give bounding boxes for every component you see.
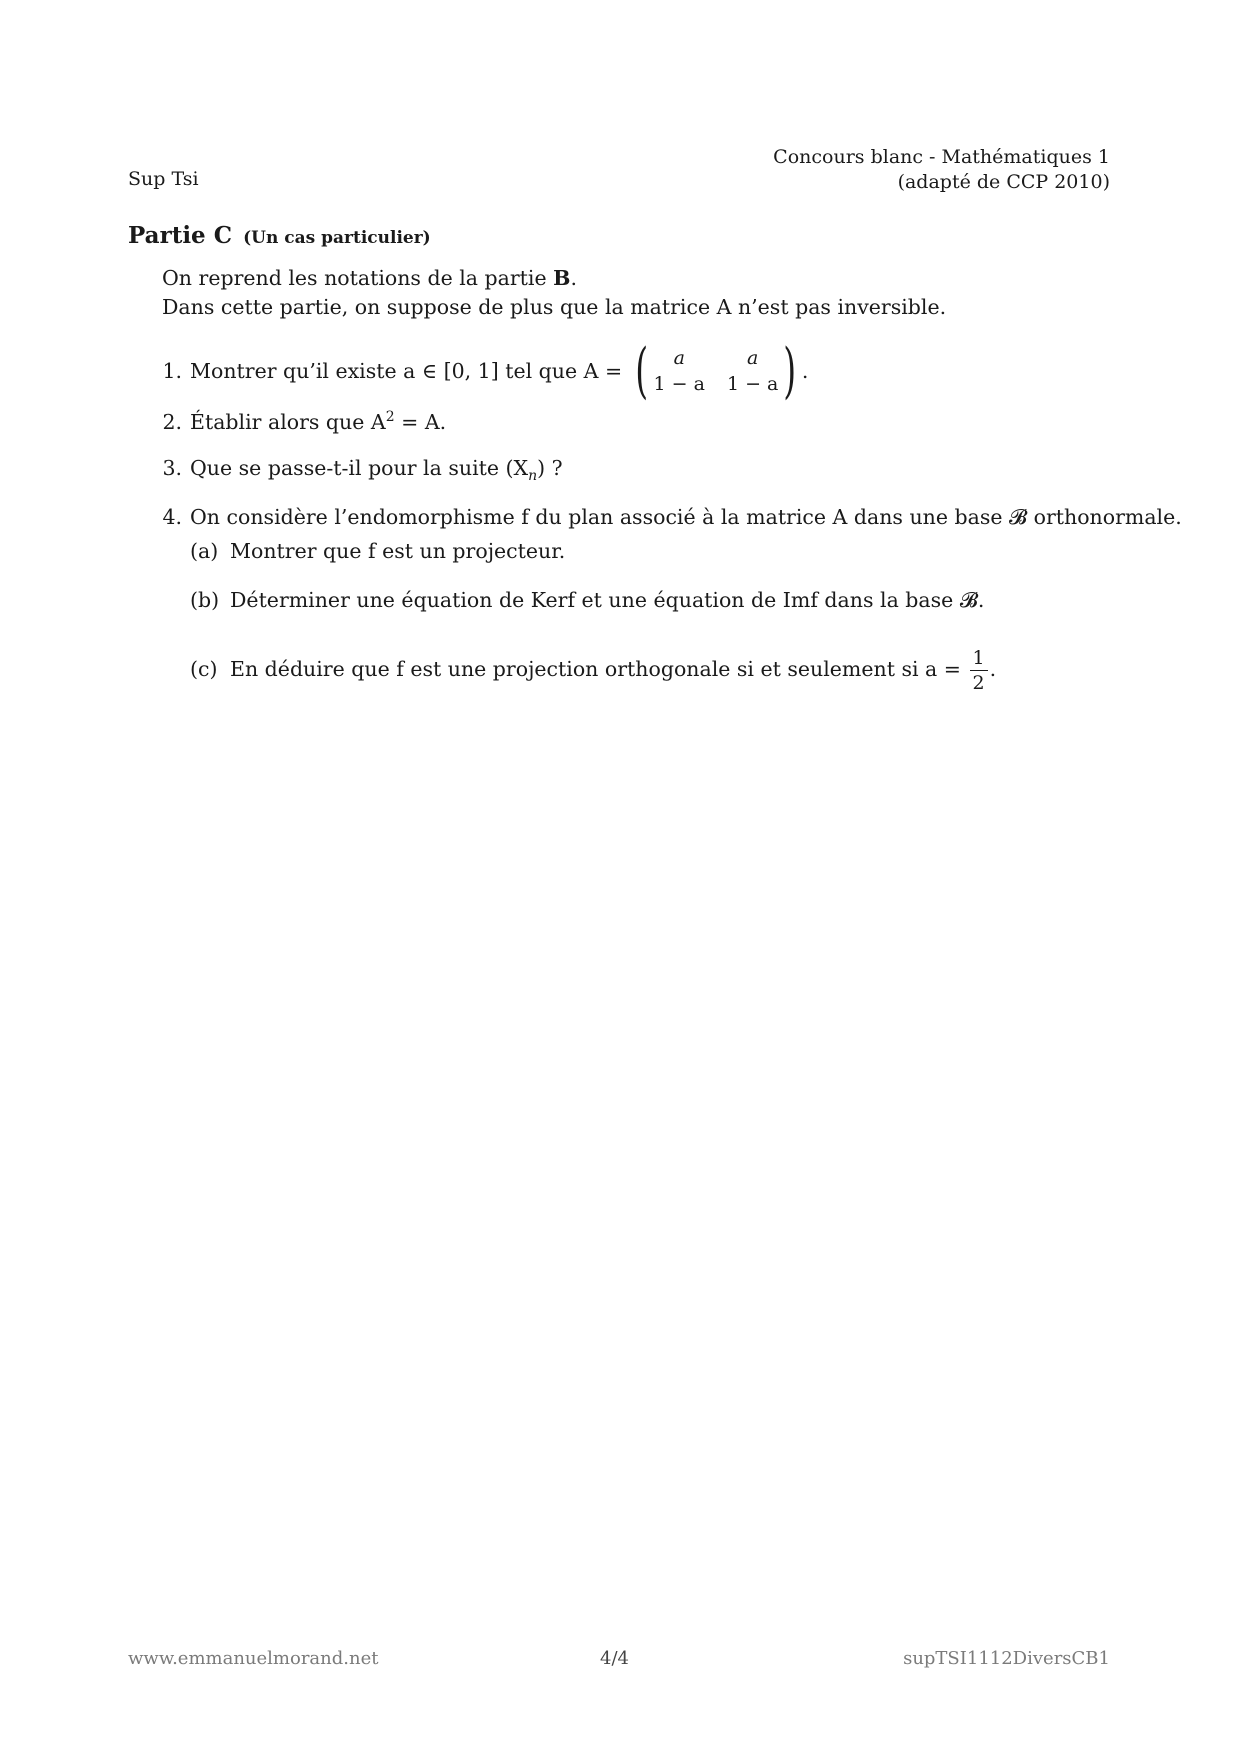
intro-line-1-text: On reprend les notations de la partie [162,266,554,290]
matrix-entry: 1 − a [726,373,779,395]
question-3-end: ) ? [537,456,563,480]
section-heading [128,222,431,249]
fraction-denominator: 2 [972,672,985,694]
footer-doc-id: supTSI1112DiversCB1 [903,1648,1110,1669]
question-4 [152,505,1182,530]
question-2-number: 2. [162,409,182,434]
question-4c [190,646,996,695]
question-4a-label: (a) [190,539,219,563]
question-4a-text: Montrer que f est un projecteur. [230,539,566,563]
question-3-subscript: n [528,468,538,485]
left-paren: ( [635,336,649,406]
question-4c-label: (c) [190,657,218,681]
matrix-entry: a [673,347,685,369]
question-1-end: . [801,359,809,383]
matrix-entries [654,347,779,395]
question-4c-text: En déduire que f est une projection orthogonale si et seulement si a = [230,657,961,681]
section-title: Partie C [128,222,233,249]
fraction-numerator: 1 [970,646,988,671]
question-4a [190,539,565,563]
intro-line-1 [162,263,577,293]
question-1 [152,336,809,406]
question-3 [152,456,563,484]
question-3-number: 3. [162,456,182,480]
right-paren: ) [783,336,797,406]
footer-website: www.emmanuelmorand.net [128,1648,379,1669]
question-1-number: 1. [162,359,182,383]
header-right [773,145,1110,195]
intro-line-1-end: . [570,266,577,290]
question-4c-end: . [989,657,997,681]
matrix-entry: a [747,347,759,369]
question-2-exponent: 2 [385,409,395,425]
question-1-text: Montrer qu’il existe a ∈ [0, 1] tel que A = [190,359,623,383]
intro-line-2: Dans cette partie, on suppose de plus que la matrice A n’est pas inversible. [162,295,947,319]
matrix-a [630,336,802,406]
question-2-end: = A. [394,409,447,434]
question-2 [152,409,446,434]
header-exam-source: (adapté de CCP 2010) [897,171,1110,193]
question-4-number: 4. [162,505,182,529]
header-exam-title: Concours blanc - Mathématiques 1 [773,146,1110,168]
question-3-text: Que se passe-t-il pour la suite (X [190,456,529,480]
matrix-entry: 1 − a [653,373,705,395]
fraction-one-half [970,646,988,695]
footer-page-number: 4/4 [600,1648,629,1669]
intro-line-1-bold: B [553,266,571,290]
question-4b [190,588,984,613]
header-class: Sup Tsi [128,168,199,190]
question-4b-text: Déterminer une équation de Kerf et une équation de Imf dans la base 𝓑. [230,588,985,612]
section-subtitle: (Un cas particulier) [243,228,431,248]
question-4-text: On considère l’endomorphisme f du plan associé à la matrice A dans une base 𝓑 orthonormale. [190,505,1182,529]
question-2-text: Établir alors que A [190,409,386,434]
question-4b-label: (b) [190,588,220,612]
